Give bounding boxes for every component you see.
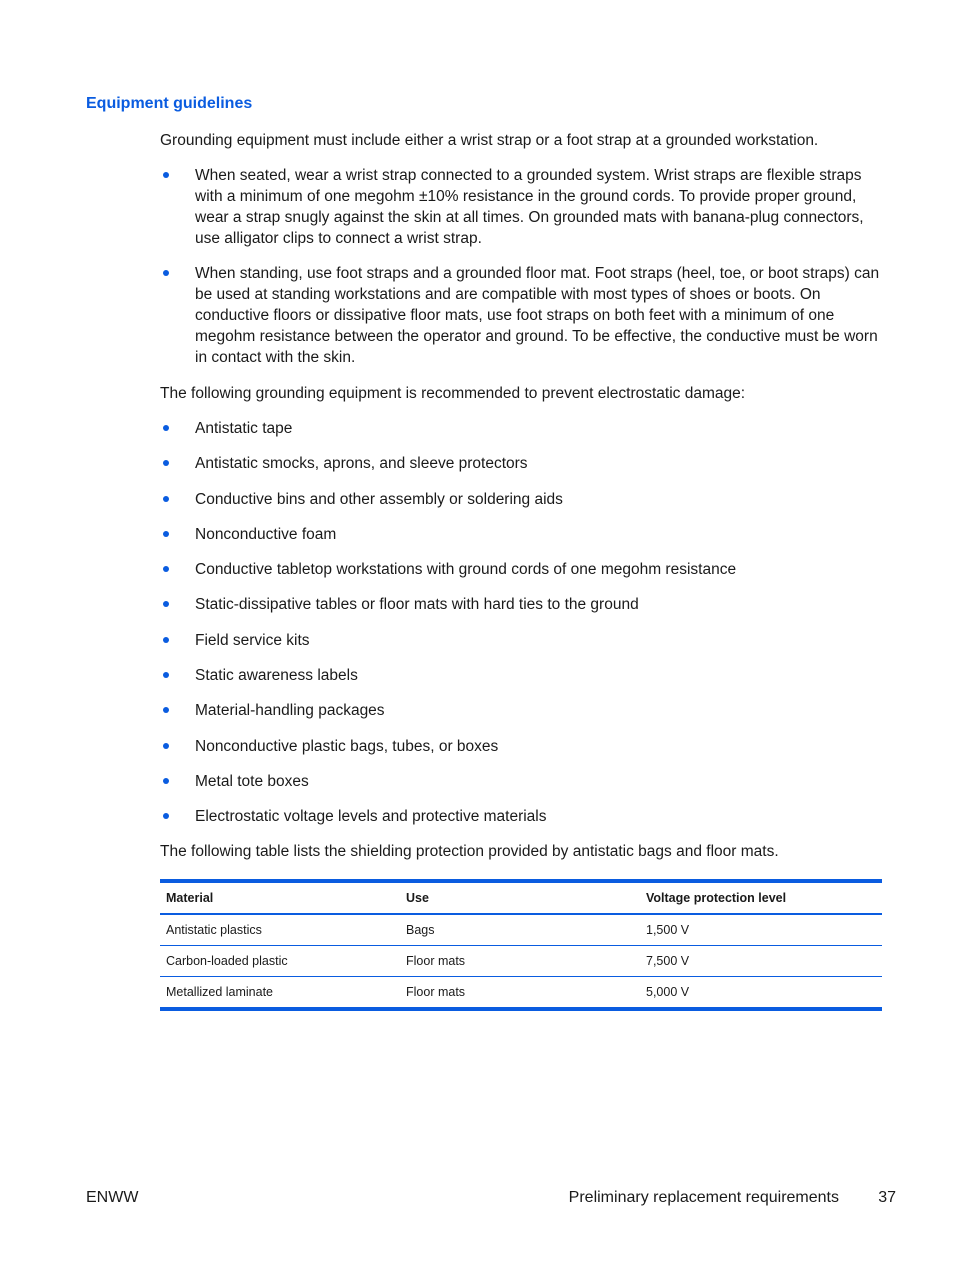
table-row	[160, 977, 882, 1010]
strap-list	[160, 165, 882, 368]
recommended-intro: The following grounding equipment is recommended to prevent electrostatic damage:	[160, 385, 746, 402]
intro-paragraph: Grounding equipment must include either a wrist strap or a foot strap at a grounded workstation.	[160, 132, 819, 149]
bullet-icon	[163, 672, 169, 678]
cell-material: Antistatic plastics	[160, 914, 400, 946]
list-item-text: Electrostatic voltage levels and protective materials	[195, 808, 547, 826]
bullet-icon	[163, 270, 169, 276]
content-body	[160, 130, 882, 1011]
column-header-material: Material	[160, 881, 400, 914]
cell-use: Floor mats	[400, 946, 640, 977]
bullet-icon	[163, 566, 169, 572]
page-number: 37	[878, 1189, 896, 1206]
list-item-text: Static awareness labels	[195, 667, 358, 685]
bullet-icon	[163, 813, 169, 819]
list-item-text: Antistatic tape	[195, 420, 293, 437]
cell-material: Metallized laminate	[166, 985, 273, 1000]
list-item	[160, 736, 882, 757]
list-item	[160, 453, 882, 474]
list-item-text: When standing, use foot straps and a grounded floor mat. Foot straps (heel, toe, or boot straps) can be used at standing workstations and are compatible with most types of shoes or boots. On conductive floors or dissipative floor mats, use foot straps on both feet with a minimum of one megohm resistance between the operator and ground. To be effective, the conductive must be worn in contact with the skin.	[195, 265, 880, 366]
bullet-icon	[163, 778, 169, 784]
list-item	[160, 418, 882, 439]
list-item	[160, 263, 882, 368]
list-item-text: Conductive bins and other assembly or soldering aids	[195, 490, 563, 508]
footer-left-label: ENWW	[86, 1189, 139, 1206]
cell-material: Carbon-loaded plastic	[160, 946, 400, 977]
section-heading: Equipment guidelines	[86, 95, 253, 112]
bullet-icon	[163, 460, 169, 466]
list-item	[160, 700, 882, 721]
list-item	[160, 771, 882, 792]
bullet-icon	[163, 743, 169, 749]
list-item-text: Static-dissipative tables or floor mats with hard ties to the ground	[195, 596, 639, 614]
column-header-use: Use	[400, 881, 640, 914]
list-item	[160, 559, 882, 580]
list-item	[160, 630, 882, 651]
table-row	[160, 914, 882, 946]
cell-voltage: 7,500 V	[640, 946, 882, 977]
cell-use: Bags	[400, 914, 640, 946]
bullet-icon	[163, 601, 169, 607]
table-row	[160, 946, 882, 977]
bullet-icon	[163, 496, 169, 502]
table-intro: The following table lists the shielding protection provided by antistatic bags and floor mats.	[160, 843, 779, 861]
list-item-text: Nonconductive foam	[195, 525, 337, 543]
recommended-list	[160, 418, 882, 827]
footer-section-title: Preliminary replacement requirements	[568, 1189, 839, 1206]
bullet-icon	[163, 172, 169, 178]
list-item	[160, 524, 882, 545]
bullet-icon	[163, 707, 169, 713]
bullet-icon	[163, 637, 169, 643]
cell-voltage: 5,000 V	[646, 985, 690, 1000]
bullet-icon	[163, 425, 169, 431]
list-item	[160, 806, 882, 827]
list-item-text: Field service kits	[195, 631, 310, 649]
list-item-text: Nonconductive plastic bags, tubes, or boxes	[195, 737, 499, 755]
list-item	[160, 594, 882, 615]
list-item	[160, 665, 882, 686]
protection-table	[160, 879, 882, 1011]
list-item	[160, 489, 882, 510]
list-item-text: Conductive tabletop workstations with ground cords of one megohm resistance	[195, 561, 737, 579]
list-item-text: Material-handling packages	[195, 702, 385, 720]
list-item	[160, 165, 882, 249]
cell-voltage: 1,500 V	[640, 914, 882, 946]
list-item-text: Metal tote boxes	[195, 772, 309, 790]
bullet-icon	[163, 531, 169, 537]
table-header-row	[160, 881, 882, 914]
cell-use: Floor mats	[406, 985, 466, 1000]
list-item-text: When seated, wear a wrist strap connected to a grounded system. Wrist straps are flexible straps with a minimum of one megohm ±10% resistance in the ground cords. To provide proper ground, wear a strap snugly against the skin at all times. On grounded mats with banana-plug connectors, use alligator clips to connect a wrist strap.	[195, 167, 864, 247]
list-item-text: Antistatic smocks, aprons, and sleeve protectors	[195, 455, 528, 473]
column-header-voltage: Voltage protection level	[640, 881, 882, 914]
